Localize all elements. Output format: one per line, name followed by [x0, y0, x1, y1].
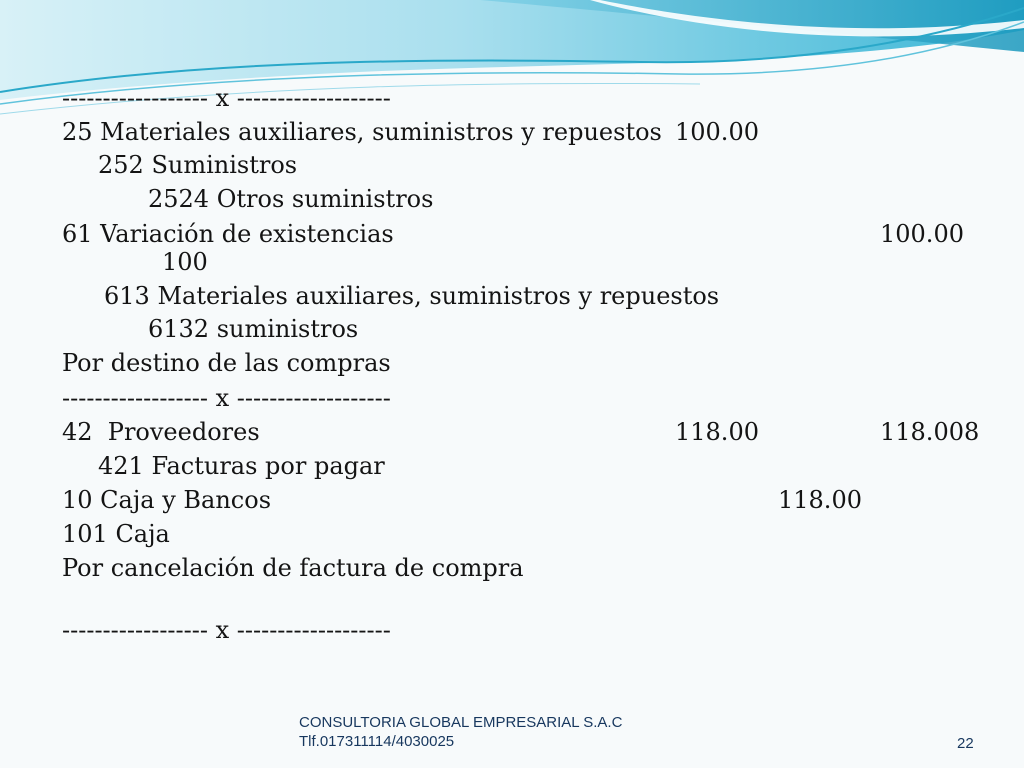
entry-credit-amount-61: 100.00 — [880, 220, 964, 248]
page-number: 22 — [957, 735, 974, 752]
entry-gloss-1: Por destino de las compras — [62, 349, 391, 377]
entry-credit-amount-42: 118.008 — [880, 418, 980, 446]
entry-subaccount-613: 613 Materiales auxiliares, suministros y repuestos — [104, 282, 720, 310]
entry-account-10: 10 Caja y Bancos — [62, 486, 272, 514]
entry-note-100: 100 — [162, 248, 208, 276]
entry-subaccount-252: 252 Suministros — [98, 151, 298, 179]
entry-subaccount-421: 421 Facturas por pagar — [98, 452, 385, 480]
footer-company: CONSULTORIA GLOBAL EMPRESARIAL S.A.C — [299, 714, 623, 731]
entry-account-25: 25 Materiales auxiliares, suministros y repuestos — [62, 118, 662, 146]
entry-subaccount-2524: 2524 Otros suministros — [148, 185, 434, 213]
entry-gloss-2: Por cancelación de factura de compra — [62, 554, 524, 582]
entry-subaccount-6132: 6132 suministros — [148, 315, 359, 343]
entry-debit-amount-25: 100.00 — [675, 118, 759, 146]
separator-line-3: ------------------ x ------------------- — [62, 616, 391, 644]
entry-account-42: 42 Proveedores — [62, 418, 260, 446]
footer — [299, 713, 622, 751]
separator-line-2: ------------------ x ------------------- — [62, 384, 391, 412]
entry-debit-amount-42: 118.00 — [675, 418, 759, 446]
separator-line-1: ------------------ x ------------------- — [62, 84, 391, 112]
footer-phone: Tlf.017311114/4030025 — [299, 733, 455, 750]
entry-subaccount-101: 101 Caja — [62, 520, 170, 548]
entry-credit-amount-10: 118.00 — [778, 486, 862, 514]
entry-account-61: 61 Variación de existencias — [62, 220, 394, 248]
